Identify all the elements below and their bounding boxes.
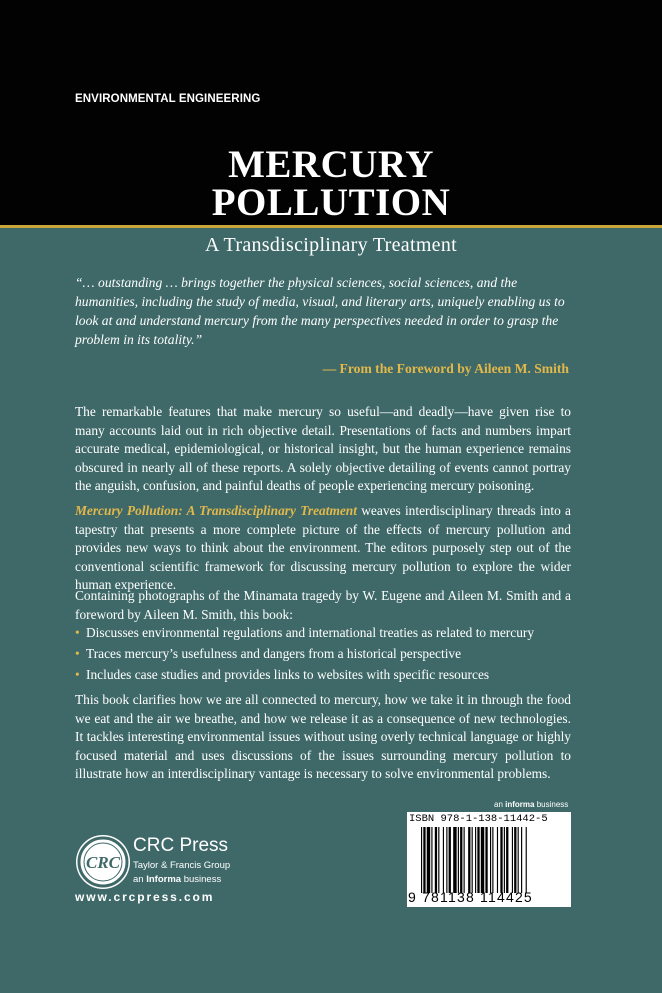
paragraph-2-text: weaves interdisciplinary threads into a tapestry that presents a more complete picture of the effects of mercury pollution and provides new ways to think about the environment. The editors purposely step out of the conventional scientific framework for discussing mercury pollution to explore the wider human experience. [75, 503, 571, 593]
bullet-icon: • [75, 667, 80, 682]
title-line-1: MERCURY [228, 143, 434, 186]
list-item [75, 645, 575, 666]
barcode-informa-label: an informa business [494, 800, 569, 809]
bullet-text: Includes case studies and provides links to websites with specific resources [86, 667, 490, 682]
publisher-group: Taylor & Francis Group [133, 860, 231, 871]
publisher-informa-label: an Informa business [133, 874, 222, 885]
subtitle: A Transdisciplinary Treatment [204, 234, 458, 256]
description-paragraph-2 [75, 502, 571, 595]
list-item [75, 624, 575, 645]
bullet-icon: • [75, 646, 80, 661]
feature-list [75, 624, 575, 687]
bullet-text: Discusses environmental regulations and international treaties as related to mercury [86, 625, 535, 640]
bullet-icon: • [75, 625, 80, 640]
title-line-2: POLLUTION [211, 181, 451, 224]
isbn-barcode [407, 812, 571, 907]
barcode-bars-icon [421, 827, 567, 893]
endorsement-quote: “… outstanding … brings together the physical sciences, social sciences, and the humanities, including the study of media, visual, and literary arts, uniquely enabling us to look at and understand mercury from the many perspectives needed in order to grasp the problem in its totality.” [75, 275, 565, 347]
description-paragraph-3: Containing photographs of the Minamata tragedy by W. Eugene and Aileen M. Smith and a foreword by Aileen M. Smith, this book: [75, 588, 571, 622]
crc-logo-icon [75, 834, 131, 890]
list-item [75, 666, 575, 687]
publisher-website: www.crcpress.com [75, 890, 215, 904]
isbn-text: ISBN 978-1-138-11442-5 [409, 813, 548, 825]
book-title-emphasis: Mercury Pollution: A Transdisciplinary Treatment [75, 503, 357, 518]
quote-attribution: — From the Foreword by Aileen M. Smith [322, 361, 569, 376]
category-label: ENVIRONMENTAL ENGINEERING [75, 93, 261, 105]
description-paragraph-1: The remarkable features that make mercury so useful—and deadly—have given rise to many accounts laid out in rich objective detail. Presentations of facts and numbers impart accurate medical, epidemiological, or historical insight, but the human experience remains obscured in nearly all of these reports. A solely objective detailing of events cannot portray the anguish, confusion, and painful deaths of people experiencing mercury poisoning. [75, 404, 571, 494]
publisher-name: CRC Press [133, 835, 229, 856]
crc-logo-text: CRC [85, 853, 121, 872]
gold-divider [0, 225, 662, 228]
barcode-number: 9 781138 114425 [408, 889, 533, 905]
description-paragraph-4: This book clarifies how we are all connected to mercury, how we take it in through the food we eat and the air we breathe, and how we release it as a consequence of new technologies. It tackles interesting environmental issues without using overly technical language or highly focused material and uses discussions of the issues surrounding mercury pollution to illustrate how an interdisciplinary vantage is necessary to solve environmental problems. [75, 692, 571, 782]
bullet-text: Traces mercury’s usefulness and dangers from a historical perspective [86, 646, 462, 661]
